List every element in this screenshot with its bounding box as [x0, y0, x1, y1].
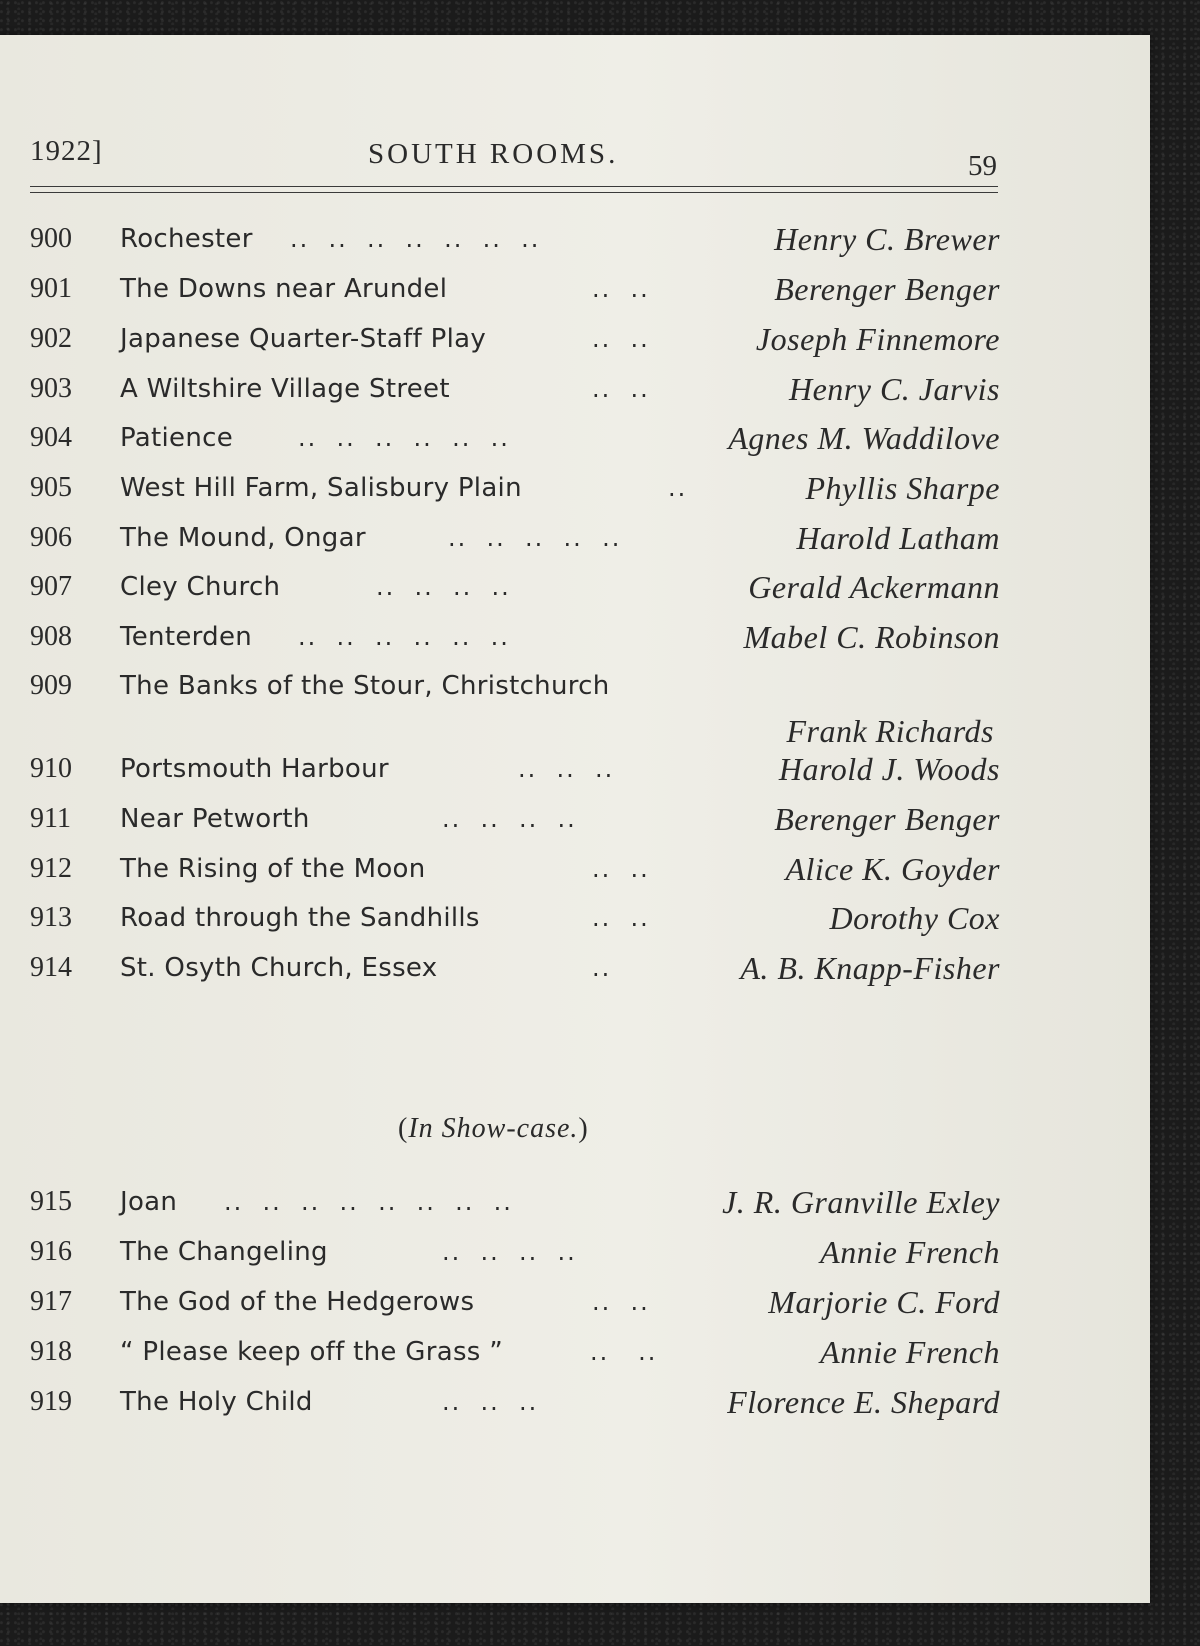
entry-number: 918 [30, 1336, 72, 1367]
catalogue-entry [0, 317, 1000, 361]
catalogue-entry [0, 516, 1000, 560]
showcase-open-paren: ( [398, 1113, 409, 1144]
entry-artist: Harold J. Woods [778, 751, 1000, 787]
entry-title: Japanese Quarter-Staff Play [120, 324, 487, 354]
leader-dots: .. .. [592, 325, 650, 353]
catalogue-entry [0, 1180, 1000, 1224]
entry-title: The Banks of the Stour, Christchurch [120, 671, 610, 701]
running-head [0, 35, 1150, 215]
leader-dots: .. .. [592, 1288, 650, 1316]
entry-artist: Henry C. Jarvis [788, 371, 1000, 407]
entry-artist: Annie French [820, 1334, 1000, 1370]
entry-title: Cley Church [120, 572, 281, 602]
entry-artist: Berenger Benger [774, 801, 1000, 837]
entry-title: The Changeling [120, 1237, 328, 1267]
entry-number: 912 [30, 853, 72, 884]
entry-artist: Harold Latham [796, 520, 1000, 556]
entry-number: 913 [30, 902, 72, 933]
entry-title: Near Petworth [120, 804, 310, 834]
entry-artist: A. B. Knapp-Fisher [740, 950, 1000, 986]
entry-title: Rochester [120, 224, 253, 254]
catalogue-entry [0, 847, 1000, 891]
entry-title: “ Please keep off the Grass ” [120, 1337, 503, 1367]
entry-number: 906 [30, 522, 72, 553]
header-rule-bottom [30, 192, 998, 193]
section-title: SOUTH ROOMS. [368, 138, 619, 170]
entry-artist: Joseph Finnemore [755, 321, 1000, 357]
entry-number: 901 [30, 273, 72, 304]
leader-dots: .. .. .. .. [442, 1238, 577, 1266]
entry-number: 903 [30, 373, 72, 404]
entry-title: The Holy Child [120, 1387, 313, 1417]
catalogue-entry [0, 896, 1000, 940]
leader-dots: .. .. .. .. [376, 573, 511, 601]
leader-dots: .. .. [590, 1338, 658, 1366]
catalogue-entry [0, 217, 1000, 261]
entry-title: West Hill Farm, Salisbury Plain [120, 473, 522, 503]
entry-number: 900 [30, 223, 72, 254]
entry-number: 907 [30, 571, 72, 602]
entry-artist: Annie French [820, 1234, 1000, 1270]
entry-artist: Berenger Benger [774, 271, 1000, 307]
leader-dots: .. .. .. .. .. [448, 524, 622, 552]
entry-title: Tenterden [120, 622, 253, 652]
catalogue-entry [0, 797, 1000, 841]
entry-artist: Gerald Ackermann [748, 569, 1000, 605]
entry-artist: J. R. Granville Exley [722, 1184, 1000, 1220]
entry-number: 902 [30, 323, 72, 354]
catalogue-entry [0, 1280, 1000, 1324]
leader-dots: .. [668, 474, 688, 502]
entry-title: The God of the Hedgerows [120, 1287, 475, 1317]
catalogue-entry [0, 747, 1000, 791]
leader-dots: .. .. [592, 375, 650, 403]
leader-dots: .. .. [592, 904, 650, 932]
entry-artist: Frank Richards [786, 713, 994, 749]
header-rule-top [30, 186, 998, 187]
leader-dots: .. .. .. .. .. .. .. [290, 225, 541, 253]
entry-artist: Florence E. Shepard [727, 1384, 1000, 1420]
entry-title: The Mound, Ongar [120, 523, 366, 553]
catalogue-entry [0, 416, 1000, 460]
catalogue-entry [0, 615, 1000, 659]
entry-number: 911 [30, 803, 71, 834]
catalogue-entry [0, 1230, 1000, 1274]
showcase-heading-text: In Show-case. [408, 1113, 579, 1144]
catalogue-entry [0, 565, 1000, 609]
page-number: 59 [968, 150, 997, 182]
entry-title: Portsmouth Harbour [120, 754, 389, 784]
showcase-close-paren: ) [578, 1113, 589, 1144]
entry-artist: Phyllis Sharpe [805, 470, 1000, 506]
catalogue-entry [0, 664, 1000, 708]
entry-title: The Downs near Arundel [120, 274, 448, 304]
catalogue-page [0, 35, 1150, 1603]
entry-number: 905 [30, 472, 72, 503]
entry-title: St. Osyth Church, Essex [120, 953, 438, 983]
entry-title: The Rising of the Moon [120, 854, 426, 884]
entry-number: 916 [30, 1236, 72, 1267]
catalogue-entry [0, 367, 1000, 411]
entry-artist: Agnes M. Waddilove [728, 420, 1000, 456]
leader-dots: .. .. .. .. .. .. [298, 623, 510, 651]
entry-number: 909 [30, 670, 72, 701]
entry-artist: Henry C. Brewer [774, 221, 1000, 257]
catalogue-entry [0, 1380, 1000, 1424]
entry-title: Patience [120, 423, 234, 453]
leader-dots: .. .. .. .. .. .. [298, 424, 510, 452]
leader-dots: .. .. .. .. .. .. .. .. [224, 1188, 513, 1216]
entry-number: 917 [30, 1286, 72, 1317]
catalogue-entry [0, 267, 1000, 311]
entry-number: 919 [30, 1386, 72, 1417]
entry-artist: Mabel C. Robinson [743, 619, 1000, 655]
entry-number: 910 [30, 753, 72, 784]
catalogue-entry [0, 1330, 1000, 1374]
entry-title: A Wiltshire Village Street [120, 374, 450, 404]
entry-number: 914 [30, 952, 72, 983]
leader-dots: .. .. [592, 275, 650, 303]
leader-dots: .. .. .. [518, 755, 615, 783]
leader-dots: .. [592, 954, 612, 982]
year-label: 1922] [30, 135, 103, 167]
catalogue-entry [0, 946, 1000, 990]
entry-artist: Dorothy Cox [829, 900, 1000, 936]
entry-number: 915 [30, 1186, 72, 1217]
entry-number: 904 [30, 422, 72, 453]
showcase-heading [398, 1113, 589, 1145]
entry-artist: Marjorie C. Ford [768, 1284, 1000, 1320]
leader-dots: .. .. .. [442, 1388, 539, 1416]
leader-dots: .. .. .. .. [442, 805, 577, 833]
entry-title: Road through the Sandhills [120, 903, 480, 933]
entry-number: 908 [30, 621, 72, 652]
leader-dots: .. .. [592, 855, 650, 883]
catalogue-entry [0, 466, 1000, 510]
entry-artist: Alice K. Goyder [785, 851, 1000, 887]
entry-title: Joan [120, 1187, 178, 1217]
